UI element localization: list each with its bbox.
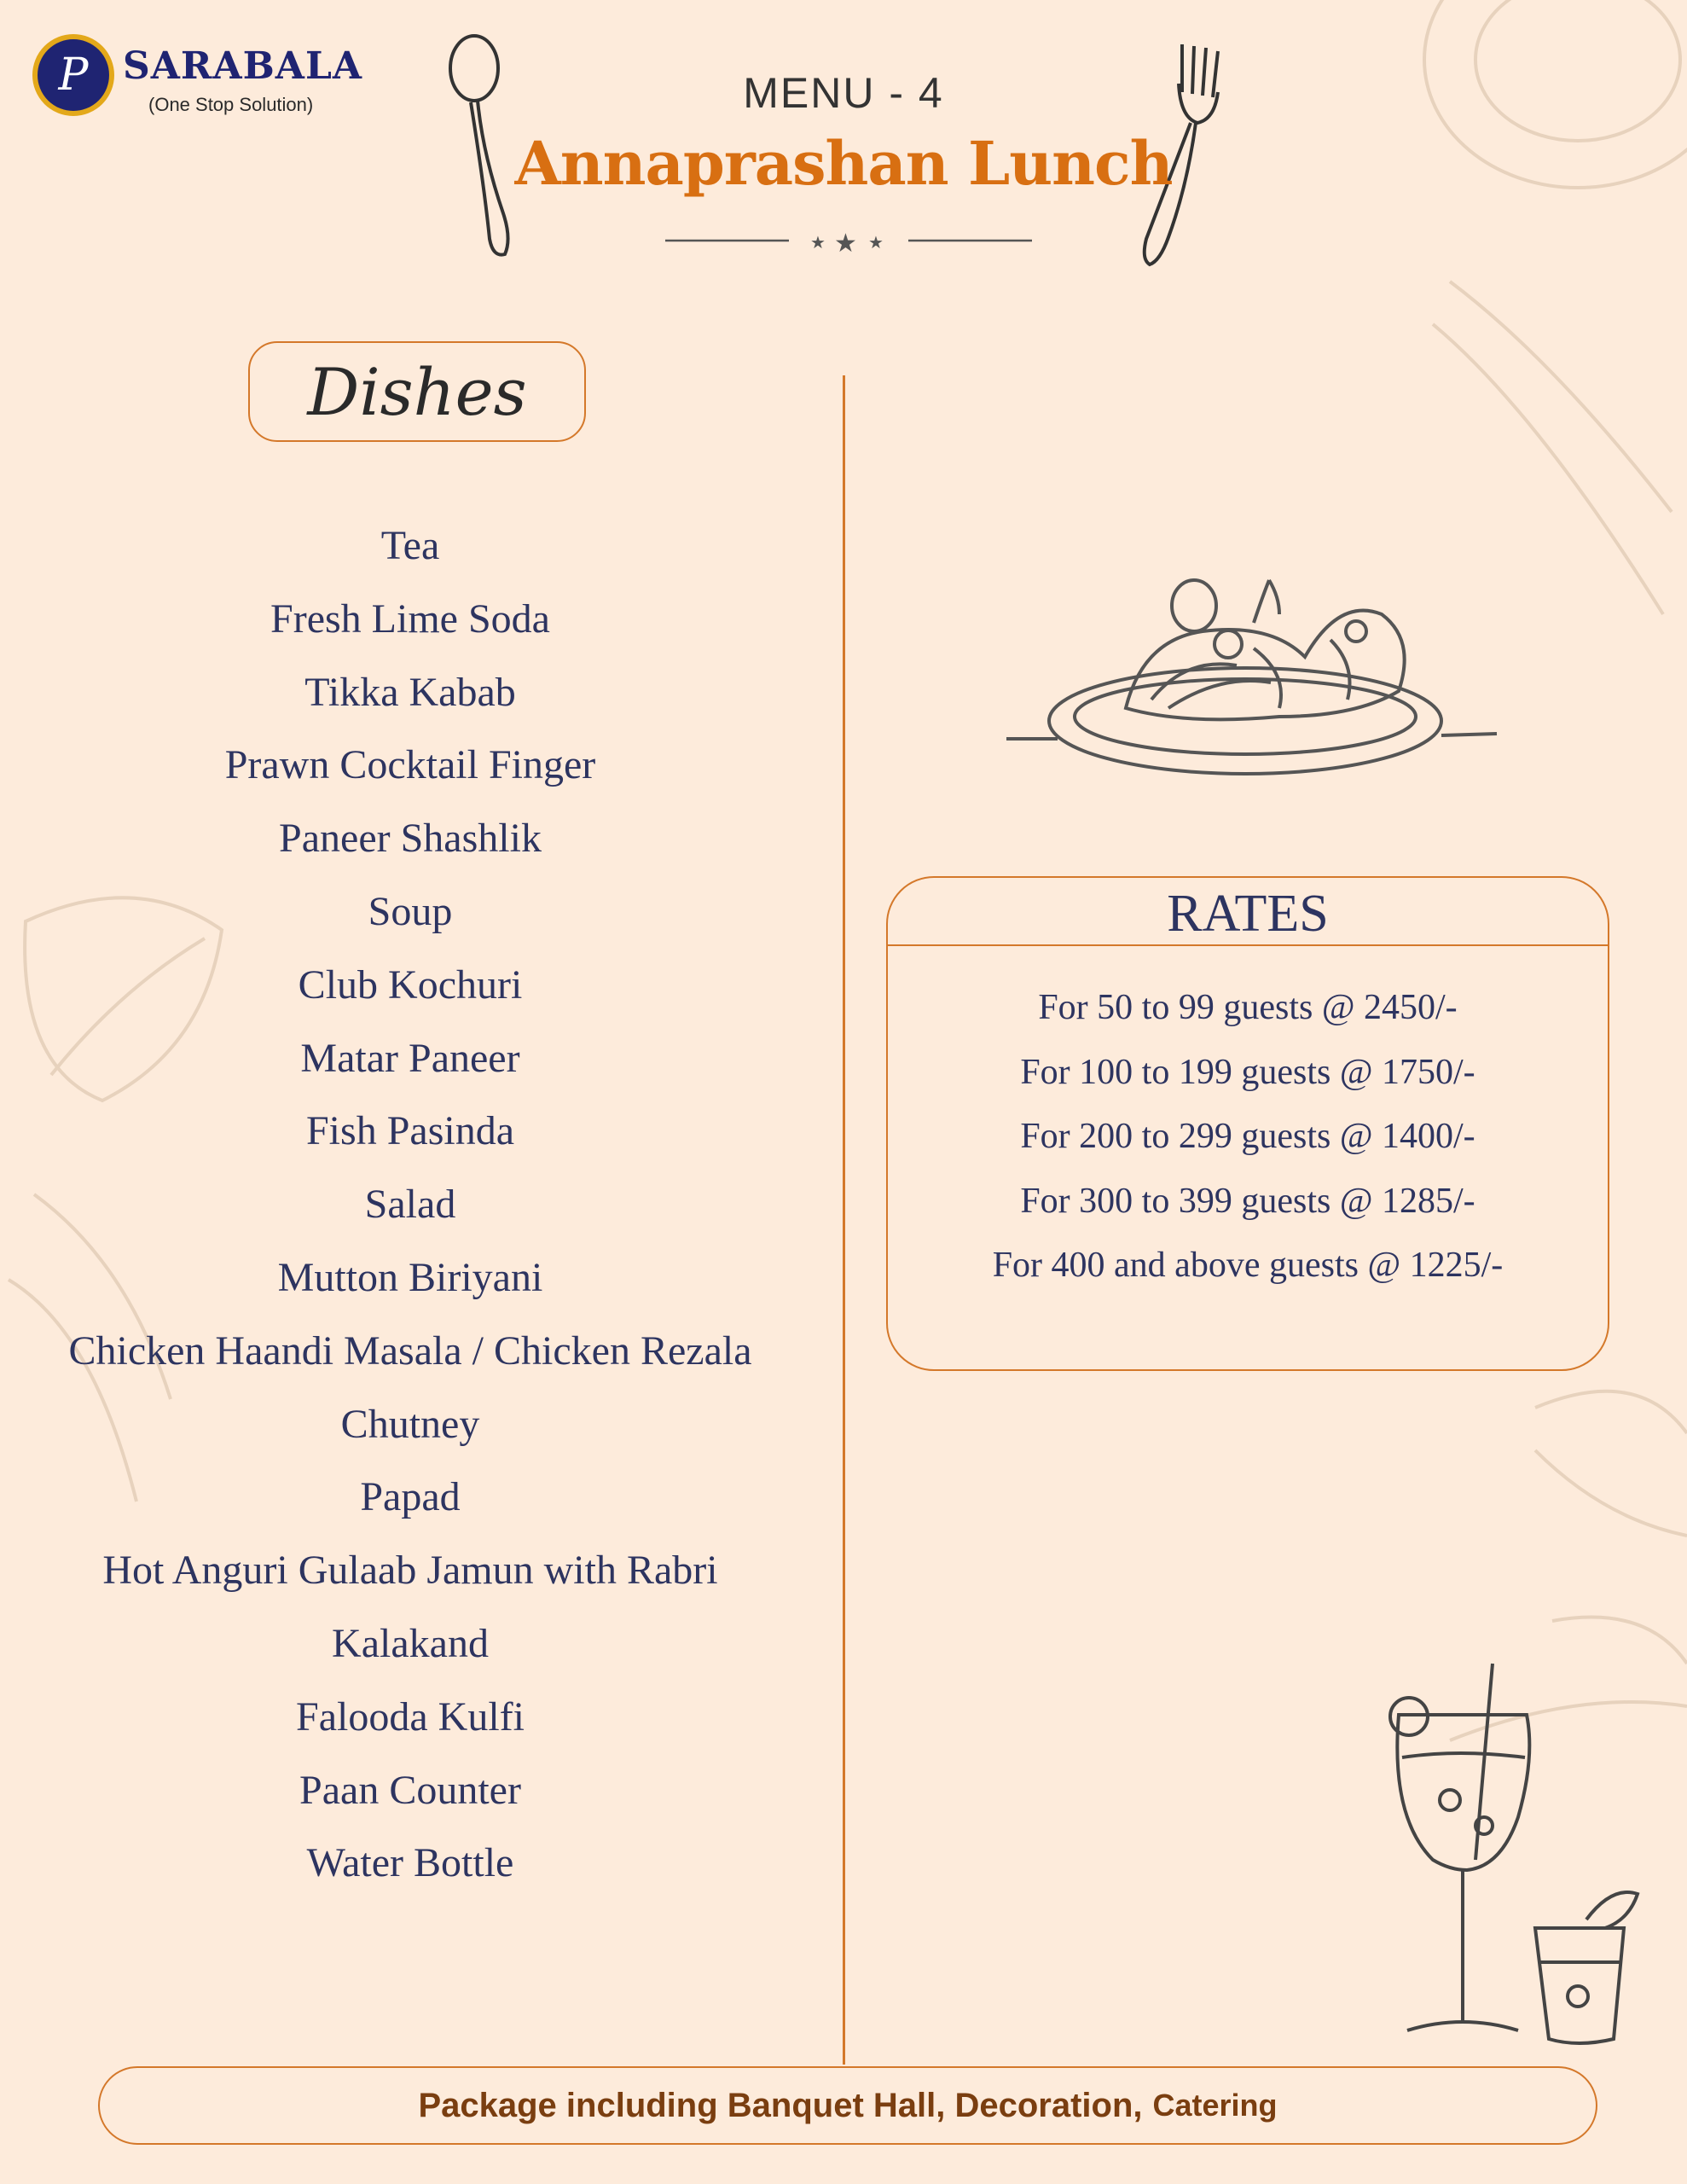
column-divider <box>843 375 845 2065</box>
footer-text-last: Catering <box>1152 2088 1278 2123</box>
glasses-icon <box>1382 1647 1655 2056</box>
dish-item: Soup <box>368 888 453 934</box>
dish-item: Hot Anguri Gulaab Jamun with Rabri <box>102 1548 718 1594</box>
star-icon: ★ <box>868 232 884 253</box>
star-divider <box>665 224 1032 258</box>
dish-list <box>0 513 820 1903</box>
dish-item: Paan Counter <box>299 1767 521 1813</box>
menu-number: MENU - 4 <box>743 69 944 117</box>
dish-item: Paneer Shashlik <box>279 816 542 862</box>
dish-item: Club Kochuri <box>298 961 523 1008</box>
dish-item: Prawn Cocktail Finger <box>224 742 596 788</box>
dish-item: Fish Pasinda <box>305 1108 515 1154</box>
dish-item: Water Bottle <box>306 1840 514 1886</box>
dish-item: Kalakand <box>332 1620 489 1666</box>
dish-item: Salad <box>364 1182 456 1228</box>
rates-title: RATES <box>888 878 1608 946</box>
rate-item: For 200 to 299 guests @ 1400/- <box>1020 1117 1475 1157</box>
rate-item: For 400 and above guests @ 1225/- <box>992 1246 1504 1286</box>
dishes-heading: Dishes <box>248 341 586 442</box>
star-icon: ★ <box>834 229 857 258</box>
rate-item: For 50 to 99 guests @ 2450/- <box>1038 988 1458 1027</box>
dish-item: Tea <box>380 523 440 568</box>
dish-item: Chicken Haandi Masala / Chicken Rezala <box>68 1327 752 1374</box>
star-icon: ★ <box>810 232 826 253</box>
dish-item: Papad <box>360 1474 461 1520</box>
dish-item: Matar Paneer <box>300 1035 520 1081</box>
footer-text: Package including Banquet Hall, Decoration, <box>418 2086 1143 2124</box>
dish-item: Chutney <box>340 1401 480 1447</box>
rates-panel <box>886 876 1609 1371</box>
plate-icon <box>998 546 1501 793</box>
dish-item: Falooda Kulfi <box>296 1693 525 1740</box>
package-footer <box>98 2066 1597 2145</box>
page-title: Annaprashan Lunch <box>514 128 1173 199</box>
logo-letter: P <box>58 49 89 101</box>
dish-item: Tikka Kabab <box>304 669 516 715</box>
rates-list <box>888 986 1608 1309</box>
rate-item: For 100 to 199 guests @ 1750/- <box>1020 1052 1475 1092</box>
brand-name: SARABALA <box>123 44 363 88</box>
rate-item: For 300 to 399 guests @ 1285/- <box>1020 1181 1475 1221</box>
dish-item: Mutton Biriyani <box>277 1254 543 1300</box>
dish-item: Fresh Lime Soda <box>270 595 550 642</box>
brand-tagline: (One Stop Solution) <box>148 94 314 115</box>
